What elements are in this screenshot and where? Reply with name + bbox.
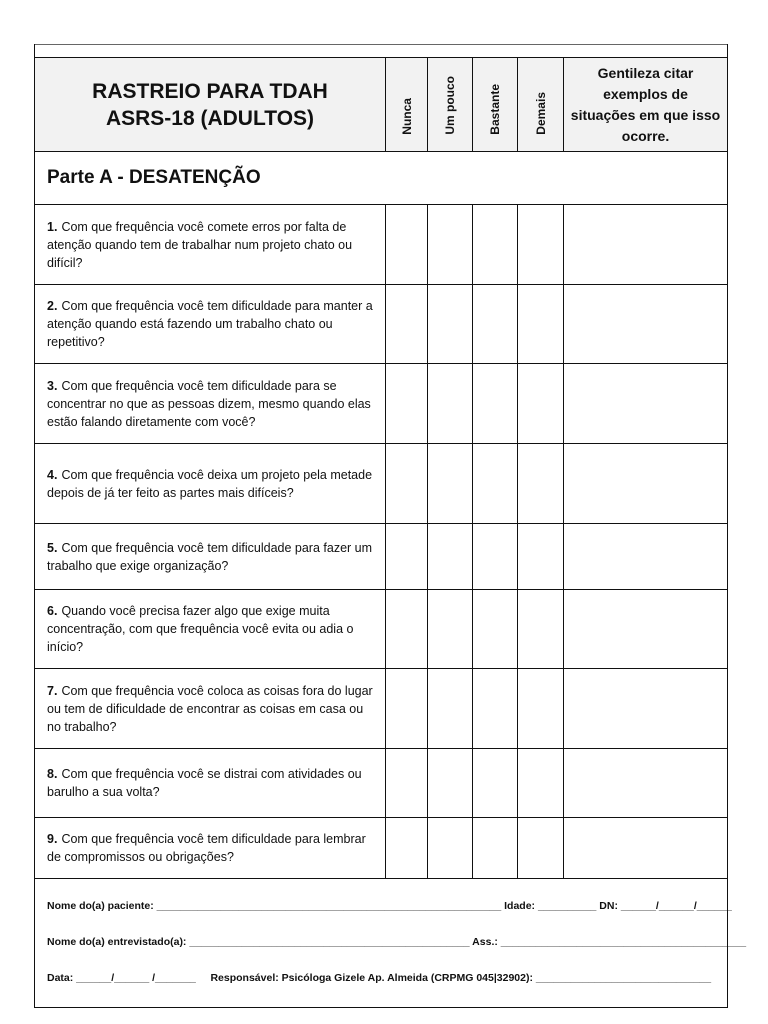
- answer-examples[interactable]: [564, 669, 727, 748]
- question-row: [35, 818, 727, 879]
- col-header-um-pouco: Um pouco: [428, 58, 473, 151]
- answer-examples[interactable]: [564, 749, 727, 817]
- question-row: [35, 444, 727, 524]
- answer-bastante[interactable]: [473, 524, 518, 589]
- answer-um-pouco[interactable]: [428, 818, 473, 878]
- col-header-examples: Gentileza citar exemplos de situações em que isso ocorre.: [570, 64, 721, 144]
- answer-um-pouco[interactable]: [428, 205, 473, 284]
- question-text: 1. Com que frequência você comete erros por falta de atenção quando tem de trabalhar num projeto chato ou difícil?: [35, 205, 386, 284]
- answer-demais[interactable]: [518, 590, 564, 668]
- answer-demais[interactable]: [518, 524, 564, 589]
- question-row: [35, 669, 727, 749]
- answer-demais[interactable]: [518, 364, 564, 443]
- col-header-nunca: Nunca: [386, 58, 428, 151]
- answer-examples[interactable]: [564, 818, 727, 878]
- answer-demais[interactable]: [518, 444, 564, 523]
- answer-bastante[interactable]: [473, 444, 518, 523]
- question-row: [35, 590, 727, 669]
- col-header-demais: Demais: [518, 58, 564, 151]
- answer-bastante[interactable]: [473, 669, 518, 748]
- answer-nunca[interactable]: [386, 444, 428, 523]
- answer-nunca[interactable]: [386, 818, 428, 878]
- answer-um-pouco[interactable]: [428, 524, 473, 589]
- answer-demais[interactable]: [518, 669, 564, 748]
- form-title: [35, 58, 386, 151]
- answer-nunca[interactable]: [386, 205, 428, 284]
- answer-examples[interactable]: [564, 205, 727, 284]
- question-text: 2. Com que frequência você tem dificuldade para manter a atenção quando está fazendo um trabalho chato ou repetitivo?: [35, 285, 386, 363]
- title-line-1: RASTREIO PARA TDAH: [92, 79, 328, 103]
- question-text: 7. Com que frequência você coloca as coisas fora do lugar ou tem de dificuldade de encontrar as coisas em casa ou no trabalho?: [35, 669, 386, 748]
- answer-demais[interactable]: [518, 749, 564, 817]
- answer-bastante[interactable]: [473, 285, 518, 363]
- answer-examples[interactable]: [564, 524, 727, 589]
- answer-bastante[interactable]: [473, 364, 518, 443]
- question-row: [35, 285, 727, 364]
- question-row: [35, 205, 727, 285]
- answer-um-pouco[interactable]: [428, 749, 473, 817]
- title-line-2: ASRS-18 (ADULTOS): [105, 106, 315, 130]
- answer-um-pouco[interactable]: [428, 669, 473, 748]
- answer-bastante[interactable]: [473, 818, 518, 878]
- answer-bastante[interactable]: [473, 749, 518, 817]
- date-responsible-line[interactable]: Data: ______/______ /_______ Responsável: Psicóloga Gizele Ap. Almeida (CRPMG 045|32902): ______________________________: [47, 972, 712, 984]
- question-row: [35, 749, 727, 818]
- question-row: [35, 364, 727, 444]
- answer-nunca[interactable]: [386, 669, 428, 748]
- table-header: [35, 57, 727, 152]
- answer-nunca[interactable]: [386, 364, 428, 443]
- question-rows: [35, 205, 727, 879]
- question-text: 3. Com que frequência você tem dificuldade para se concentrar no que as pessoas dizem, mesmo quando elas estão falando diretamente com você?: [35, 364, 386, 443]
- interviewee-name-line[interactable]: Nome do(a) entrevistado(a): ________________________________________________ Ass.: __________________________________________: [47, 936, 747, 948]
- question-text: 4. Com que frequência você deixa um projeto pela metade depois de já ter feito as partes mais difíceis?: [35, 444, 386, 523]
- answer-um-pouco[interactable]: [428, 285, 473, 363]
- question-text: 5. Com que frequência você tem dificuldade para fazer um trabalho que exige organização?: [35, 524, 386, 589]
- answer-nunca[interactable]: [386, 285, 428, 363]
- answer-demais[interactable]: [518, 818, 564, 878]
- answer-demais[interactable]: [518, 285, 564, 363]
- answer-um-pouco[interactable]: [428, 590, 473, 668]
- answer-um-pouco[interactable]: [428, 444, 473, 523]
- col-header-bastante: Bastante: [473, 58, 518, 151]
- asrs-form: [34, 44, 747, 1008]
- question-row: [35, 524, 727, 590]
- answer-um-pouco[interactable]: [428, 364, 473, 443]
- patient-name-line[interactable]: Nome do(a) paciente: ___________________________________________________________ Idade: __________ DN: ______/______/______: [47, 900, 732, 912]
- answer-examples[interactable]: [564, 590, 727, 668]
- answer-demais[interactable]: [518, 205, 564, 284]
- question-text: 9. Com que frequência você tem dificuldade para lembrar de compromissos ou obrigações?: [35, 818, 386, 878]
- question-text: 8. Com que frequência você se distrai com atividades ou barulho a sua volta?: [35, 749, 386, 817]
- answer-examples[interactable]: [564, 285, 727, 363]
- answer-nunca[interactable]: [386, 749, 428, 817]
- answer-nunca[interactable]: [386, 590, 428, 668]
- answer-bastante[interactable]: [473, 205, 518, 284]
- answer-bastante[interactable]: [473, 590, 518, 668]
- question-text: 6. Quando você precisa fazer algo que exige muita concentração, com que frequência você evita ou adia o início?: [35, 590, 386, 668]
- section-title: Parte A - DESATENÇÃO: [35, 152, 727, 205]
- answer-nunca[interactable]: [386, 524, 428, 589]
- answer-examples[interactable]: [564, 364, 727, 443]
- answer-examples[interactable]: [564, 444, 727, 523]
